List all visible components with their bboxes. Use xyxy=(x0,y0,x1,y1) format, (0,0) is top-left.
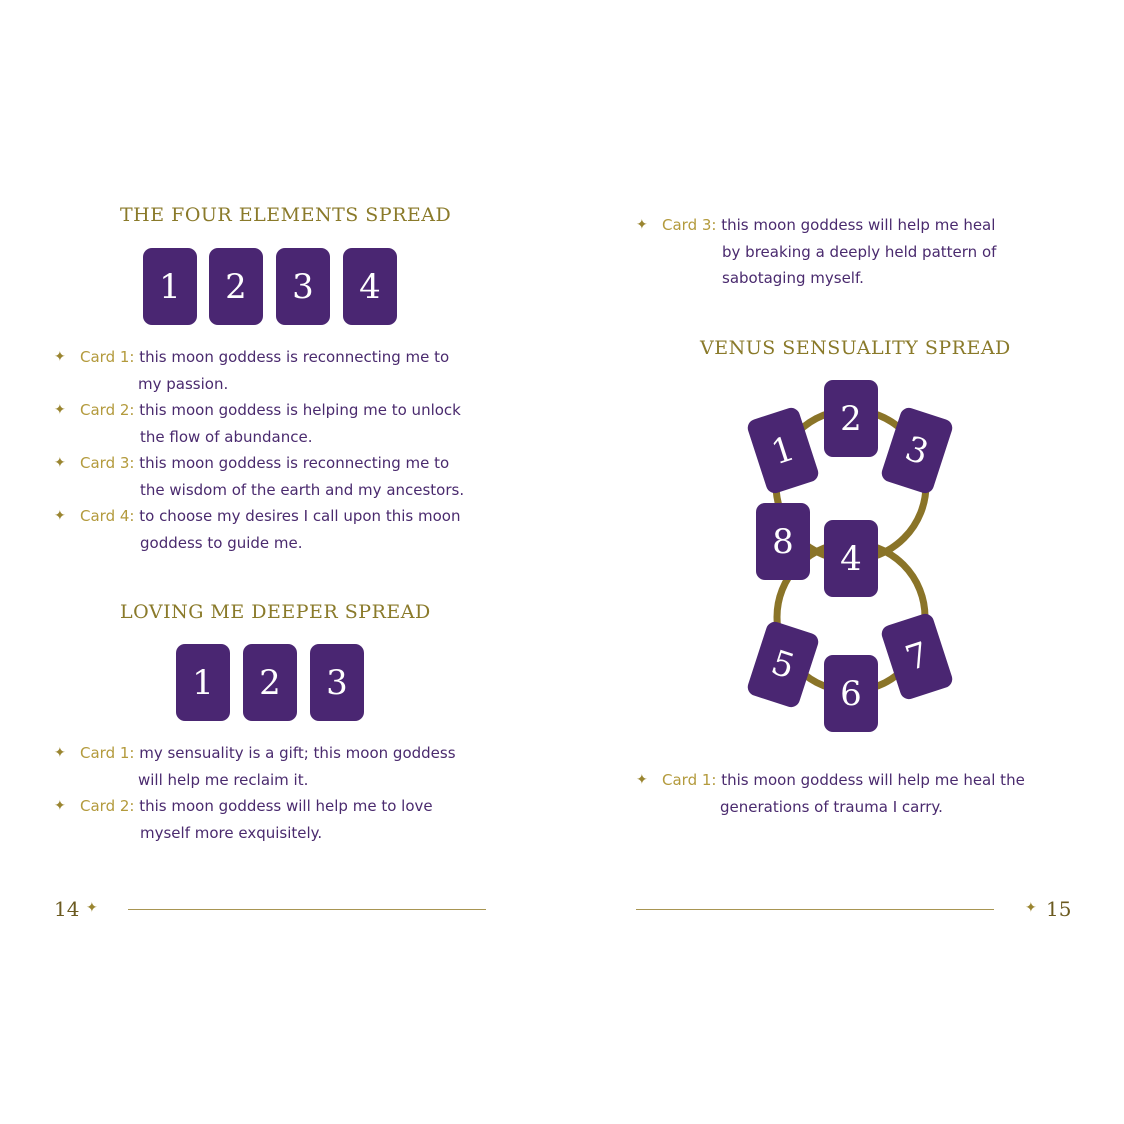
footer-rule-right xyxy=(636,909,994,910)
venus-card-1: 1 xyxy=(745,406,820,496)
four-elements-card-3: 3 xyxy=(276,248,330,325)
four-elements-card-4: 4 xyxy=(343,248,397,325)
star-icon: ✦ xyxy=(636,772,648,788)
venus-card-3: 3 xyxy=(879,406,954,496)
star-icon: ✦ xyxy=(1025,900,1037,916)
venus-title: VENUS SENSUALITY SPREAD xyxy=(700,337,1011,359)
star-icon: ✦ xyxy=(636,217,648,233)
star-icon: ✦ xyxy=(86,900,98,916)
venus-card-2: 2 xyxy=(824,380,878,457)
four-elements-card-2: 2 xyxy=(209,248,263,325)
venus-card-6: 6 xyxy=(824,655,878,732)
star-icon: ✦ xyxy=(54,455,66,471)
footer-rule-left xyxy=(128,909,486,910)
venus-card-7: 7 xyxy=(879,612,954,702)
loving-me-deeper-title: LOVING ME DEEPER SPREAD xyxy=(120,601,431,623)
venus-card-5: 5 xyxy=(745,620,820,710)
four-elements-title: THE FOUR ELEMENTS SPREAD xyxy=(120,204,452,226)
star-icon: ✦ xyxy=(54,508,66,524)
page-number-left: 14 xyxy=(54,897,80,921)
loving-card-2: 2 xyxy=(243,644,297,721)
page-number-right: 15 xyxy=(1046,897,1072,921)
star-icon: ✦ xyxy=(54,402,66,418)
four-elements-card-1: 1 xyxy=(143,248,197,325)
loving-card-1: 1 xyxy=(176,644,230,721)
star-icon: ✦ xyxy=(54,798,66,814)
star-icon: ✦ xyxy=(54,745,66,761)
venus-card-4: 4 xyxy=(824,520,878,597)
star-icon: ✦ xyxy=(54,349,66,365)
loving-card-3: 3 xyxy=(310,644,364,721)
venus-card-8: 8 xyxy=(756,503,810,580)
